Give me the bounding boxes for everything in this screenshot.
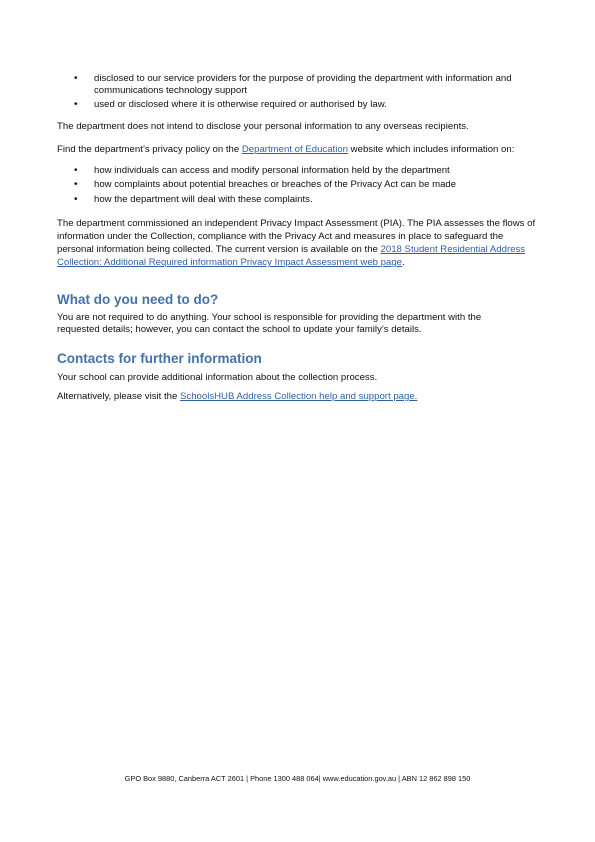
contacts-heading: Contacts for further information bbox=[57, 351, 262, 366]
list-item: • how complaints about potential breaches or breaches of the Privacy Act can be made bbox=[57, 179, 553, 191]
page-footer: GPO Box 9880, Canberra ACT 2601 | Phone 1300 488 064| www.education.gov.au | ABN 12 862 898 150 bbox=[124, 774, 471, 783]
pia-link-part-2[interactable]: Collection: Additional Required information Privacy Impact Assessment web page bbox=[57, 257, 403, 268]
list-item bbox=[57, 99, 553, 111]
list-item bbox=[57, 73, 553, 98]
bullet-text-line: disclosed to our service providers for the purpose of providing the department with information and bbox=[94, 73, 512, 84]
pia-link-part-1[interactable]: 2018 Student Residential Address bbox=[380, 244, 526, 255]
what-text-line: requested details; however, you can contact the school to update your family’s details. bbox=[57, 324, 422, 336]
privacy-policy-text: website which includes information on: bbox=[348, 144, 515, 155]
contacts-paragraph-2 bbox=[57, 391, 553, 403]
overseas-paragraph: The department does not intend to disclose your personal information to any overseas recipients. bbox=[57, 121, 469, 132]
schoolshub-help-link[interactable]: SchoolsHUB Address Collection help and support page. bbox=[180, 391, 418, 402]
pia-text-line: personal information being collected. The current version is available on the bbox=[57, 244, 381, 255]
top-bullet-list bbox=[57, 73, 553, 111]
what-text-line: You are not required to do anything. Your school is responsible for providing the department with the bbox=[57, 312, 482, 323]
contacts-paragraph-1: Your school can provide additional information about the collection process. bbox=[57, 372, 378, 383]
department-of-education-link[interactable]: Department of Education bbox=[241, 144, 349, 155]
list-item: • how the department will deal with these complaints. bbox=[57, 194, 553, 206]
what-do-you-need-heading: What do you need to do? bbox=[57, 292, 219, 307]
policy-bullet-list bbox=[57, 165, 553, 206]
pia-text-line: information under the Collection, compliance with the Privacy Act and measures in place to safeguard the bbox=[57, 231, 504, 242]
pia-text-line: The department commissioned an independent Privacy Impact Assessment (PIA). The PIA assesses the flows of bbox=[57, 218, 536, 229]
pia-paragraph bbox=[57, 217, 557, 269]
privacy-policy-text: Find the department’s privacy policy on the bbox=[57, 144, 242, 155]
bullet-text-line: communications technology support bbox=[94, 85, 248, 97]
privacy-policy-paragraph bbox=[57, 144, 553, 156]
what-do-you-need-paragraph bbox=[57, 312, 553, 337]
bullet-text-line: used or disclosed where it is otherwise required or authorised by law. bbox=[94, 98, 387, 110]
list-item: • how individuals can access and modify personal information held by the department bbox=[57, 165, 553, 177]
pia-text-end: . bbox=[402, 257, 405, 268]
contacts-text: Alternatively, please visit the bbox=[57, 391, 180, 402]
